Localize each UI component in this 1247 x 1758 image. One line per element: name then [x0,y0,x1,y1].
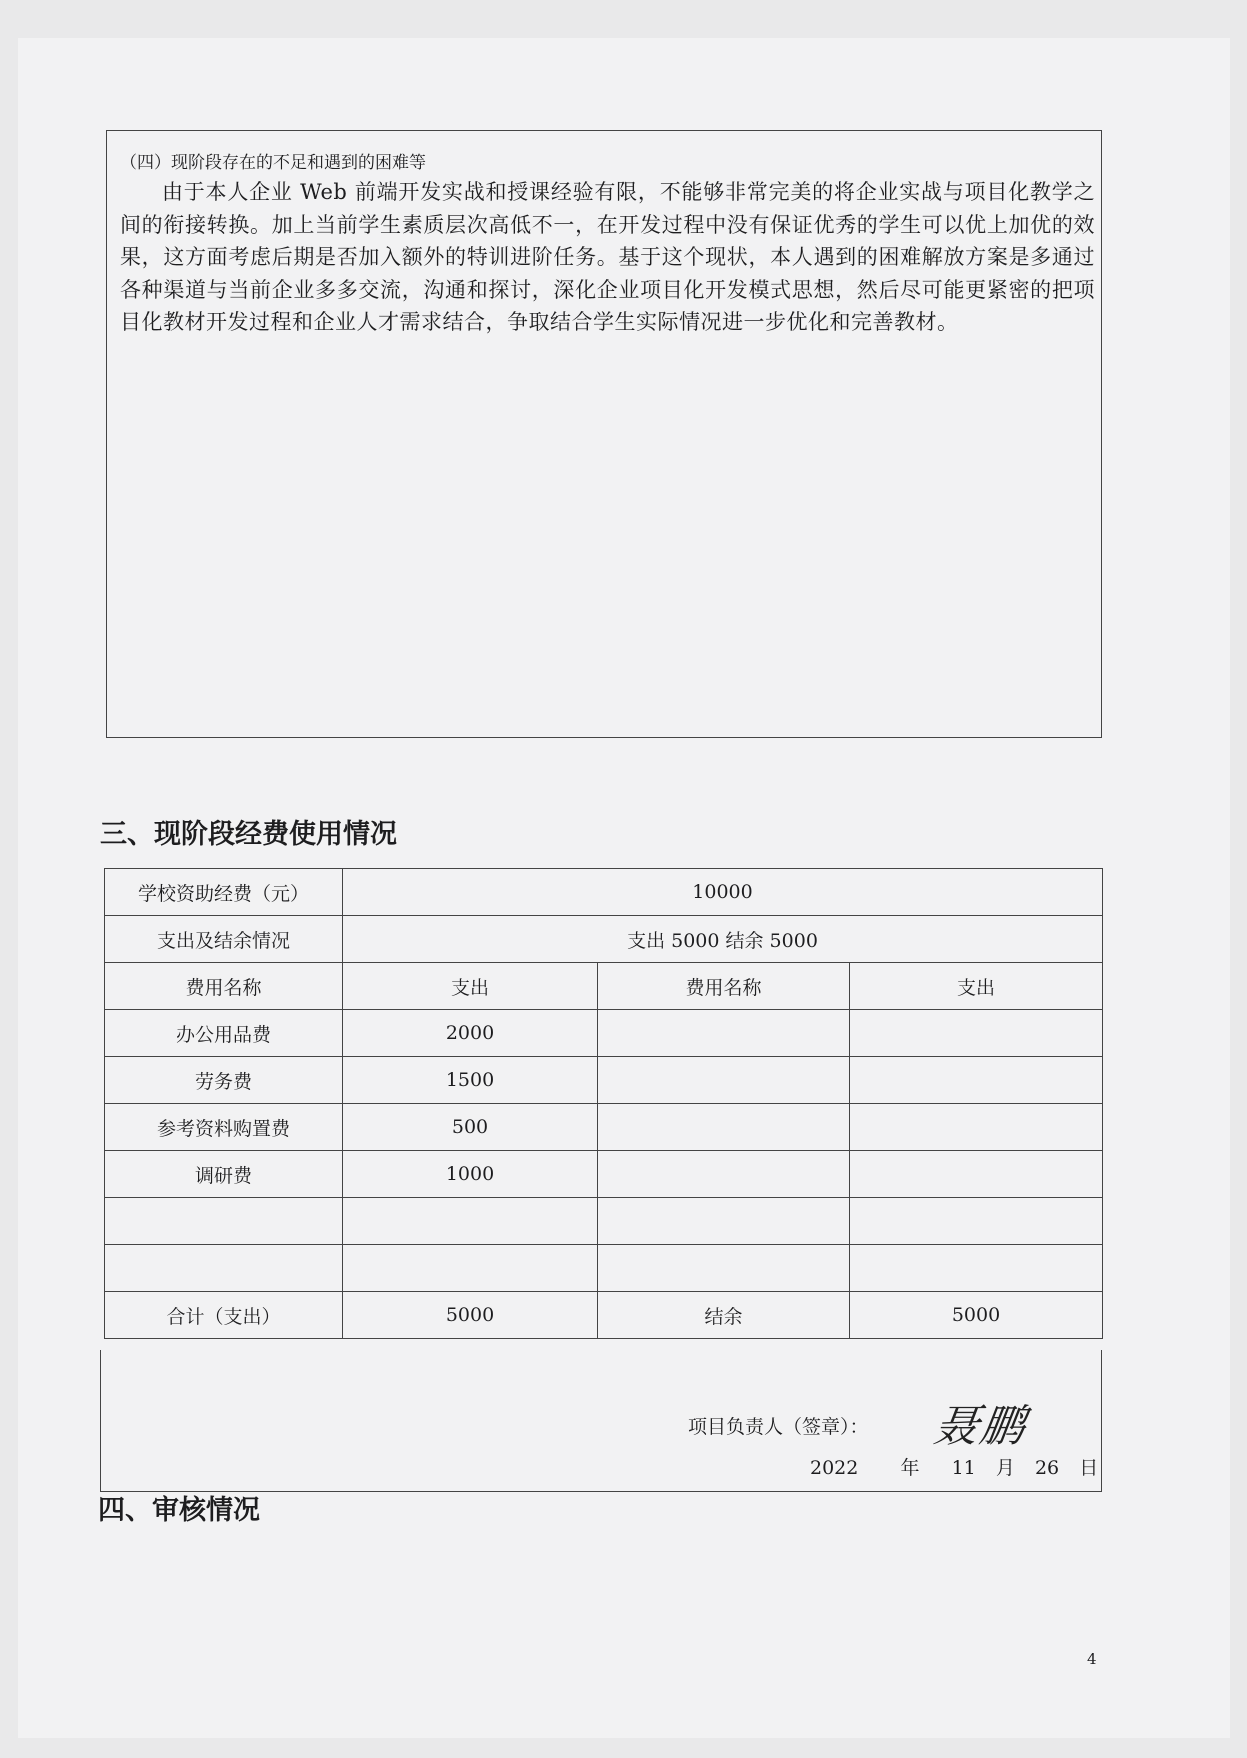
item-amount: 500 [343,1104,598,1151]
remain-value: 5000 [850,1292,1103,1339]
item-name: 劳务费 [105,1057,343,1104]
date-year: 2022 [810,1457,859,1479]
table-row [105,1198,1103,1245]
table-row [105,1104,1103,1151]
empty-cell [850,1151,1103,1198]
item-amount [343,1245,598,1292]
col-header-name-2: 费用名称 [598,963,850,1010]
date-month: 11 [951,1457,976,1479]
item-name: 办公用品费 [105,1010,343,1057]
difficulties-paragraph: 由于本人企业 Web 前端开发实战和授课经验有限，不能够非常完美的将企业实战与项目化教学之间的衔接转换。加上当前学生素质层次高低不一，在开发过程中没有保证优秀的学生可以优上加优的效果，这方面考虑后期是否加入额外的特训进阶任务。基于这个现状，本人遇到的困难解放方案是多通过各种渠道与当前企业多多交流，沟通和探讨，深化企业项目化开发模式思想，然后尽可能更紧密的把项目化教材开发过程和企业人才需求结合，争取结合学生实际情况进一步优化和完善教材。 [120,180,1095,334]
table-row [105,1245,1103,1292]
item-name: 调研费 [105,1151,343,1198]
item-amount: 1500 [343,1057,598,1104]
item-amount [343,1198,598,1245]
table-row [105,916,1103,963]
signer-label: 项目负责人（签章）： [688,1416,869,1438]
empty-cell [850,1104,1103,1151]
date-day: 26 [1034,1457,1060,1479]
page-number: 4 [1087,1650,1097,1668]
col-header-expense-2: 支出 [850,963,1103,1010]
item-name [105,1245,343,1292]
difficulties-title: （四）现阶段存在的不足和遇到的困难等 [120,153,426,173]
funding-label: 学校资助经费（元） [105,869,343,916]
balance-label: 支出及结余情况 [105,916,343,963]
empty-cell [850,1057,1103,1104]
total-label: 合计（支出） [105,1292,343,1339]
empty-cell [598,1104,850,1151]
item-name [105,1198,343,1245]
item-amount: 2000 [343,1010,598,1057]
date-year-unit: 年 [900,1457,920,1479]
budget-table [104,868,1103,1339]
empty-cell [598,1198,850,1245]
empty-cell [850,1198,1103,1245]
table-header-row [105,963,1103,1010]
handwritten-signature: 聂鹏 [930,1401,1030,1452]
total-row [105,1292,1103,1339]
item-amount: 1000 [343,1151,598,1198]
table-row [105,1151,1103,1198]
funding-value: 10000 [343,869,1103,916]
date-day-unit: 日 [1079,1457,1099,1479]
sign-date [810,1453,1098,1480]
table-row [105,1057,1103,1104]
balance-value: 支出 5000 结余 5000 [343,916,1103,963]
empty-cell [850,1245,1103,1292]
empty-cell [850,1010,1103,1057]
empty-cell [598,1151,850,1198]
total-value: 5000 [343,1292,598,1339]
date-month-unit: 月 [995,1457,1015,1479]
col-header-expense: 支出 [343,963,598,1010]
table-row [105,869,1103,916]
empty-cell [598,1057,850,1104]
section-heading-funding: 三、现阶段经费使用情况 [100,819,397,850]
section-heading-review: 四、审核情况 [98,1495,260,1526]
table-row [105,1010,1103,1057]
item-name: 参考资料购置费 [105,1104,343,1151]
empty-cell [598,1010,850,1057]
empty-cell [598,1245,850,1292]
col-header-name: 费用名称 [105,963,343,1010]
remain-label: 结余 [598,1292,850,1339]
